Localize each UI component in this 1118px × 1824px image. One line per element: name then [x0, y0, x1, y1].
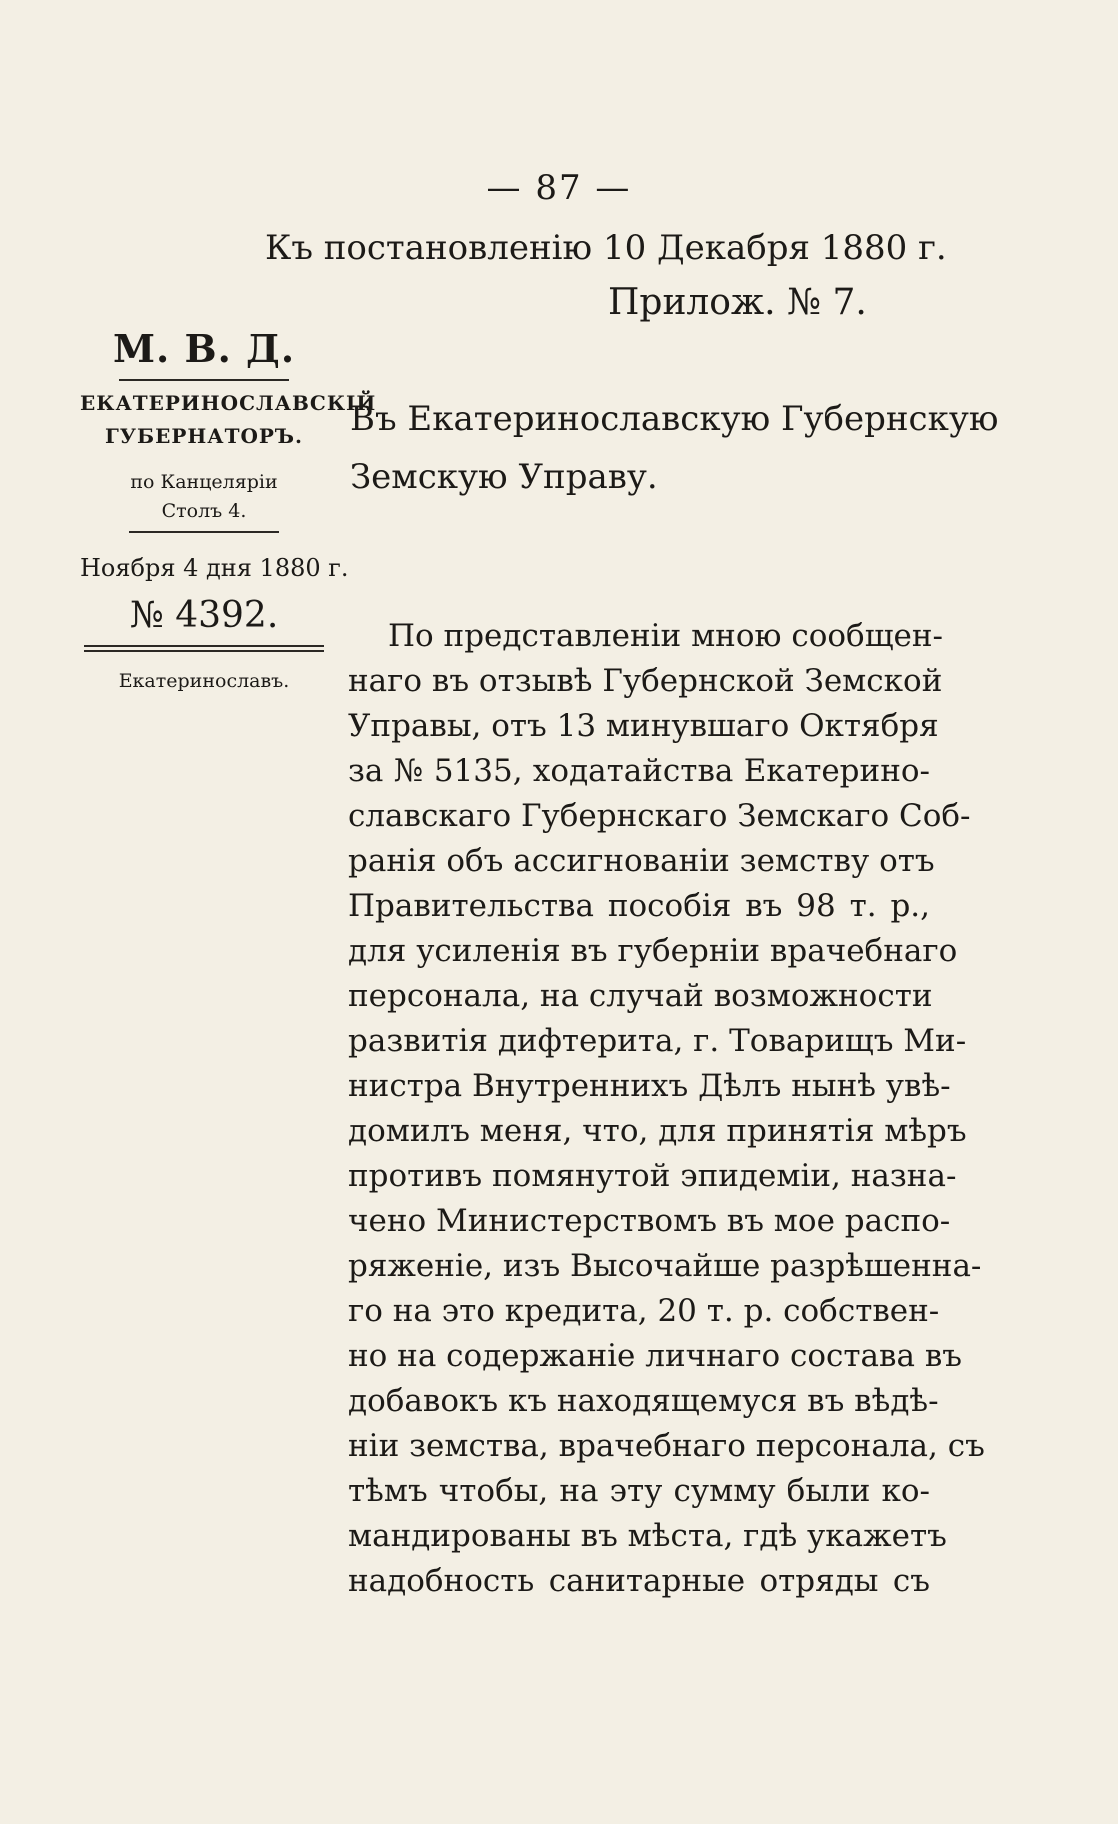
body-line: противъ помянутой эпидеміи, назна-	[348, 1158, 957, 1194]
body-line: По представленіи мною сообщен-	[388, 618, 944, 654]
letter-date: Ноября 4 дня 1880 г.	[80, 554, 349, 582]
addressee-block	[350, 390, 998, 506]
body-line: за № 5135, ходатайства Екатерино-	[348, 753, 930, 789]
body-line: го на это кредита, 20 т. р. собствен-	[348, 1293, 940, 1329]
body-line: надобность санитарные отряды съ	[348, 1563, 930, 1599]
divider	[129, 531, 279, 533]
body-line: домилъ меня, что, для принятія мѣръ	[348, 1113, 967, 1149]
body-line: славскаго Губернскаго Земскаго Соб-	[348, 798, 971, 834]
reference-line: Къ постановленію 10 Декабря 1880 г.	[265, 228, 947, 268]
body-line: нистра Внутреннихъ Дѣлъ нынѣ увѣ-	[348, 1068, 951, 1104]
sender-desk: Столъ 4.	[161, 500, 247, 522]
divider	[84, 650, 324, 652]
body-line: но на содержаніе личнаго состава въ	[348, 1338, 962, 1374]
divider	[119, 379, 289, 381]
body-line: для усиленія въ губерніи врачебнаго	[348, 933, 958, 969]
sender-department: по Канцеляріи	[130, 471, 278, 493]
divider	[84, 645, 324, 647]
sender-block	[80, 326, 377, 696]
body-line: тѣмъ чтобы, на эту сумму были ко-	[348, 1473, 930, 1509]
body-line: добавокъ къ находящемуся въ вѣдѣ-	[348, 1383, 939, 1419]
body-line: мандированы въ мѣста, гдѣ укажетъ	[348, 1518, 947, 1554]
addressee-line2: Земскую Управу.	[350, 457, 658, 497]
body-line: наго въ отзывѣ Губернской Земской	[348, 663, 943, 699]
addressee-line1: Въ Екатеринославскую Губернскую	[350, 399, 999, 439]
letter-city: Екатеринославъ.	[118, 670, 290, 692]
body-line: Правительства пособія въ 98 т. р.,	[348, 888, 930, 924]
letter-number: № 4392.	[129, 595, 279, 636]
annex-label: Прилож. № 7.	[608, 282, 867, 323]
body-line: ніи земства, врачебнаго персонала, съ	[348, 1428, 985, 1464]
sender-office-line1: ЕКАТЕРИНОСЛАВСКІЙ	[80, 391, 377, 415]
body-line: Управы, отъ 13 минувшаго Октября	[348, 708, 939, 744]
sender-office-line2: ГУБЕРНАТОРЪ.	[104, 424, 304, 448]
body-line: развитія дифтерита, г. Товарищъ Ми-	[348, 1023, 967, 1059]
ministry-monogram: М. В. Д.	[112, 326, 296, 371]
body-line: ряженіе, изъ Высочайше разрѣшенна-	[348, 1248, 982, 1284]
page-number: — 87 —	[486, 168, 632, 208]
body-line: чено Министерствомъ въ мое распо-	[348, 1203, 951, 1239]
body-line: ранія объ ассигнованіи земству отъ	[348, 843, 935, 879]
body-line: персонала, на случай возможности	[348, 978, 933, 1014]
letter-body	[348, 614, 985, 1604]
